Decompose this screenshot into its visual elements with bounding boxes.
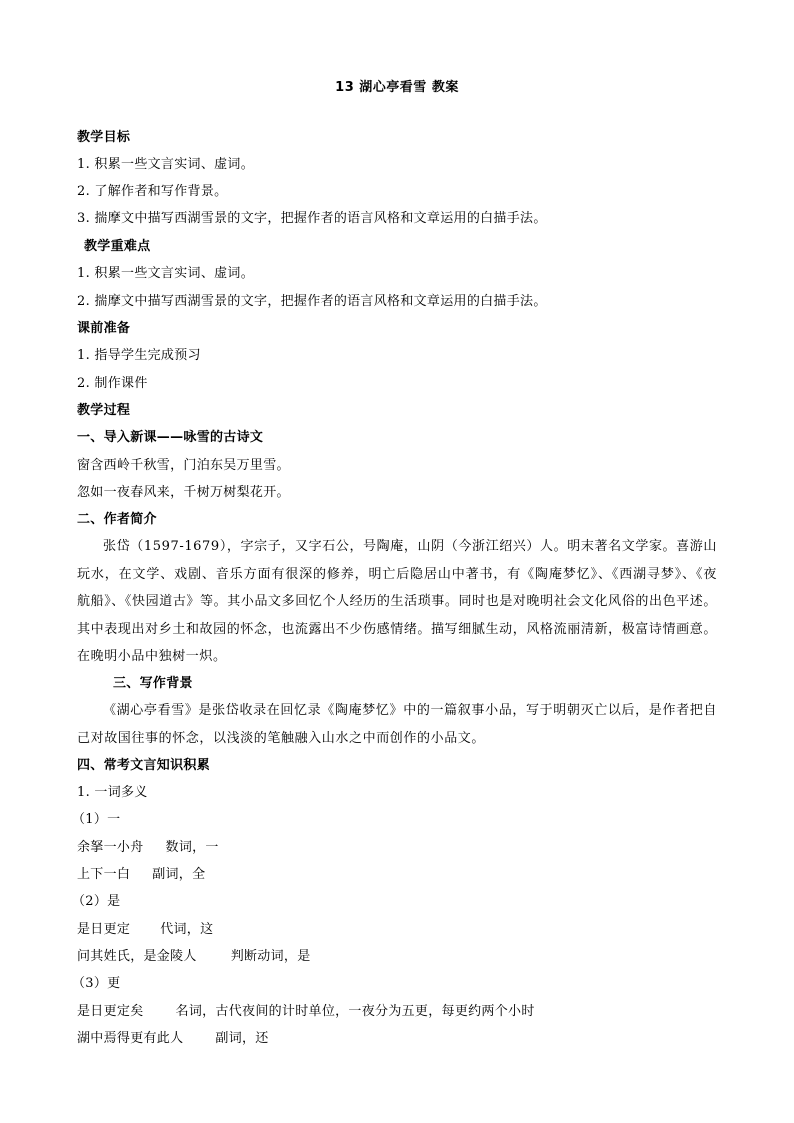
- entry-phrase: 是日更定: [77, 922, 131, 937]
- entry-meaning: 代词，这: [160, 922, 214, 937]
- word-entry: [77, 1031, 269, 1047]
- entry-meaning: 副词，全: [152, 867, 206, 882]
- background-paragraph: 《湖心亭看雪》是张岱收录在回忆录《陶庵梦忆》中的一篇叙事小品，写于明朝灭亡以后，是作者把自己对故国往事的怀念，以浅淡的笔触融入山水之中而创作的小品文。: [77, 703, 717, 746]
- section1-heading: 一、导入新课——咏雪的古诗文: [77, 430, 264, 445]
- preparation-item: 1. 指导学生完成预习: [77, 348, 201, 363]
- preparation-item: 2. 制作课件: [77, 376, 148, 391]
- word-group-label: （1）一: [72, 812, 121, 827]
- word-group-label: （3）更: [72, 976, 121, 991]
- word-entry: [77, 840, 219, 856]
- word-entry: [77, 922, 213, 938]
- page-title: 13 湖心亭看雪 教案: [335, 80, 459, 95]
- objectives-heading: 教学目标: [77, 130, 131, 145]
- word-entry: [77, 1004, 535, 1020]
- objective-item: 3. 揣摩文中描写西湖雪景的文字，把握作者的语言风格和文章运用的白描手法。: [77, 211, 547, 226]
- author-paragraph: 张岱（1597-1679），字宗子，又字石公，号陶庵，山阴（今浙江绍兴）人。明末著名文学家。喜游山玩水，在文学、戏剧、音乐方面有很深的修养，明亡后隐居山中著书，有《陶庵梦忆》、《西湖寻梦》、《夜航船》、《快园道古》等。其小品文多回忆个人经历的生活琐事。同时也是对晚明社会文化风俗的出色平述。其中表现出对乡土和故园的怀念，也流露出不少伤感情绪。描写细腻生动，风格流丽清新，极富诗情画意。在晚明小品中独树一炽。: [77, 539, 717, 664]
- section2-heading: 二、作者简介: [77, 512, 157, 527]
- entry-phrase: 是日更定矣: [77, 1004, 144, 1019]
- entry-phrase: 余拏一小舟: [77, 840, 144, 855]
- word-group-label: （2）是: [72, 894, 121, 909]
- key-point-item: 1. 积累一些文言实词、虚词。: [77, 266, 255, 281]
- word-entry: [77, 867, 205, 883]
- entry-meaning: 副词，还: [215, 1031, 269, 1046]
- poem-line: 窗含西岭千秋雪，门泊东吴万里雪。: [77, 458, 290, 473]
- process-heading: 教学过程: [77, 403, 131, 418]
- objective-item: 2. 了解作者和写作背景。: [77, 184, 228, 199]
- word-entry: [77, 949, 311, 965]
- entry-phrase: 上下一白: [77, 867, 131, 882]
- entry-meaning: 判断动词，是: [230, 949, 311, 964]
- entry-meaning: 数词，一: [165, 840, 219, 855]
- entry-phrase: 湖中焉得更有此人: [77, 1031, 184, 1046]
- entry-meaning: 名词，古代夜间的计时单位，一夜分为五更，每更约两个小时: [175, 1004, 535, 1019]
- section4-heading: 四、常考文言知识积累: [77, 758, 211, 773]
- objective-item: 1. 积累一些文言实词、虚词。: [77, 157, 255, 172]
- key-points-heading: 教学重难点: [84, 239, 151, 254]
- entry-phrase: 问其姓氏，是金陵人: [77, 949, 197, 964]
- key-point-item: 2. 揣摩文中描写西湖雪景的文字，把握作者的语言风格和文章运用的白描手法。: [77, 294, 547, 309]
- preparation-heading: 课前准备: [77, 321, 131, 336]
- subsection-heading: 1. 一词多义: [77, 785, 148, 800]
- section3-heading: 三、写作背景: [113, 676, 193, 691]
- poem-line: 忽如一夜春风来，千树万树梨花开。: [77, 485, 290, 500]
